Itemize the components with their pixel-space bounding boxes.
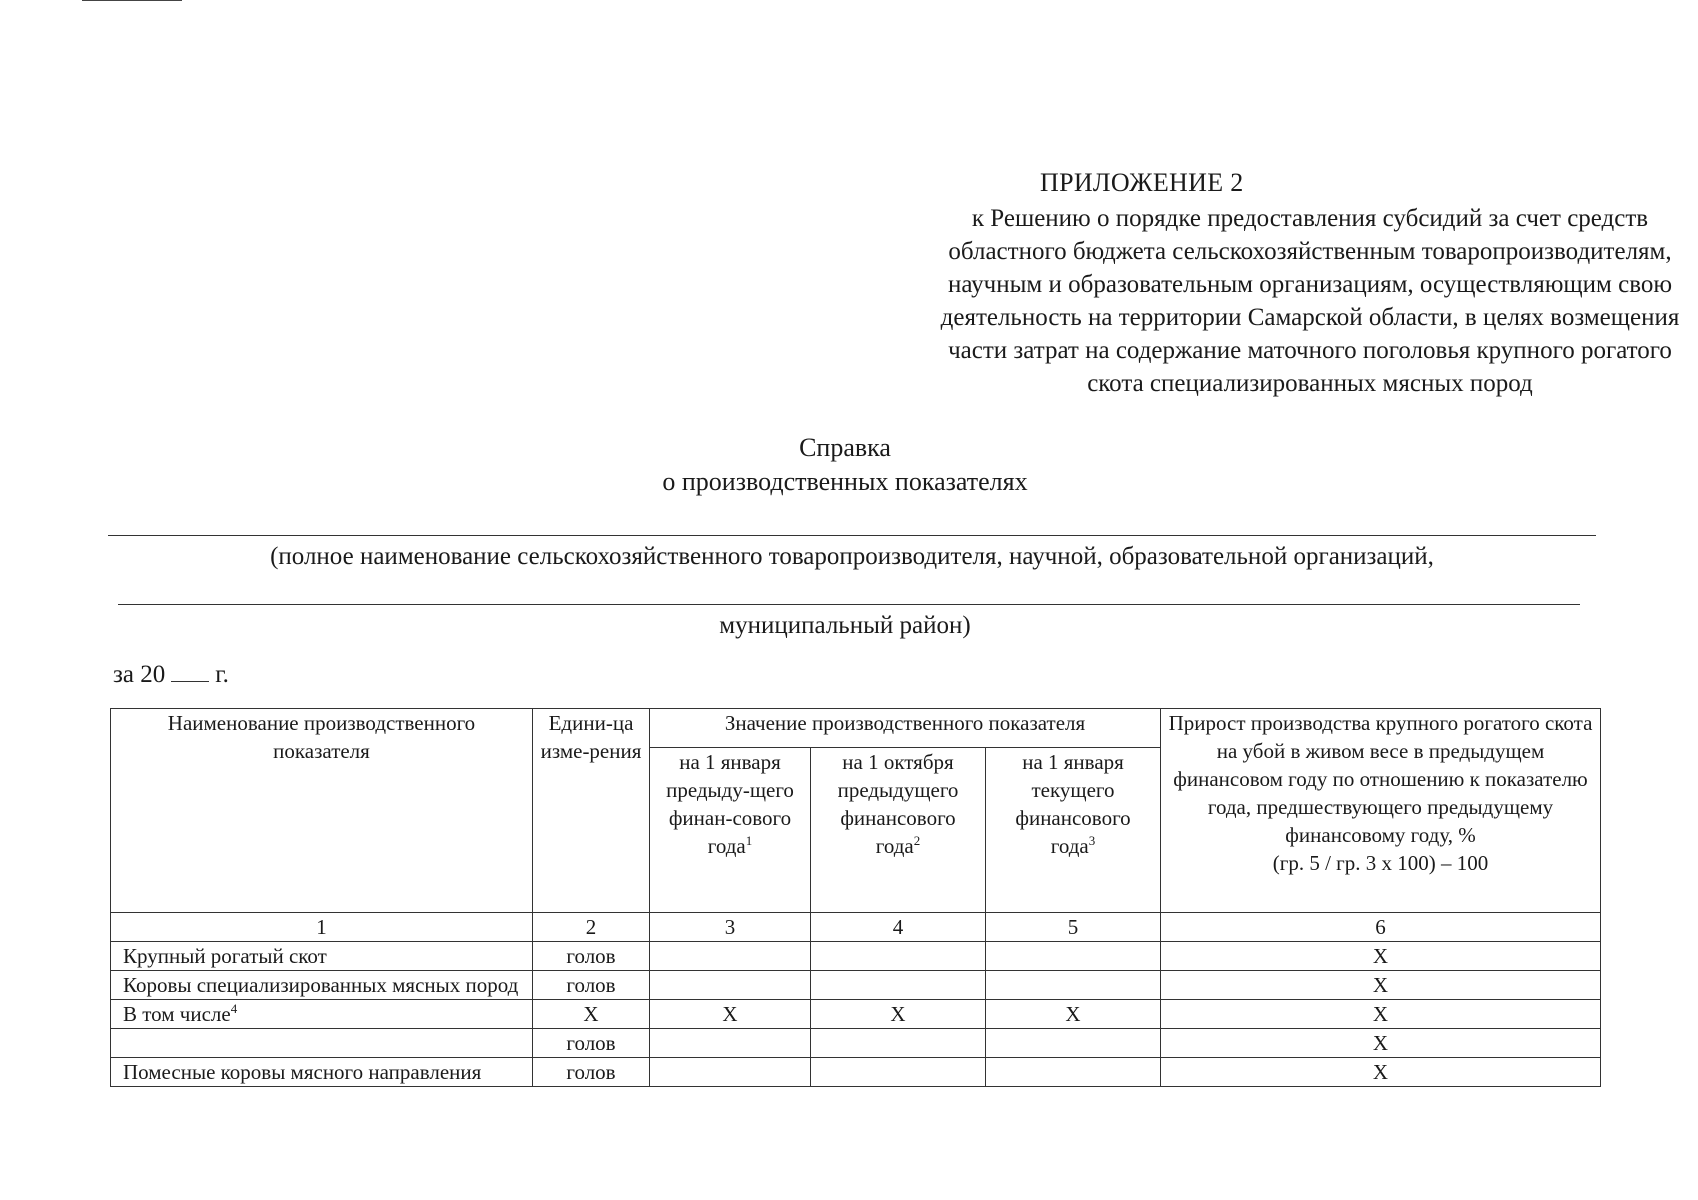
row-cell[interactable] [811, 942, 986, 971]
row-unit: голов [533, 1029, 650, 1058]
appendix-line: научным и образовательным организациям, осуществляющим свою [947, 271, 1673, 298]
table-row [111, 1000, 1601, 1029]
column-numbers-row [111, 913, 1601, 942]
row-cell[interactable] [811, 971, 986, 1000]
row-cell: Х [986, 1000, 1161, 1029]
header-unit: Едини-ца изме-рения [533, 709, 650, 913]
org-name-caption: (полное наименование сельскохозяйственного товаропроизводителя, научной, образовательной организаций, [270, 543, 1434, 570]
row-name: Помесные коровы мясного направления [111, 1058, 533, 1087]
appendix-description [700, 202, 1698, 400]
corner-mark [82, 0, 182, 1]
district-caption: муниципальный район) [719, 612, 971, 639]
header-name: Наименование производственного показателя [111, 709, 533, 913]
row-cell[interactable] [650, 1029, 811, 1058]
header-jan-prev: на 1 января предыду-щего финан-сового года$^1$ [650, 748, 811, 913]
row-name: Коровы специализированных мясных пород [111, 971, 533, 1000]
table-row [111, 971, 1601, 1000]
row-cell: Х [1161, 1000, 1601, 1029]
row-cell[interactable] [650, 942, 811, 971]
table-row [111, 942, 1601, 971]
row-unit: голов [533, 942, 650, 971]
row-unit: голов [533, 1058, 650, 1087]
row-cell[interactable] [650, 1058, 811, 1087]
period-prefix: за 20 [113, 661, 166, 688]
column-number: 5 [986, 913, 1161, 942]
org-name-line [108, 535, 1596, 536]
appendix-line: деятельность на территории Самарской области, в целях возмещения [940, 304, 1680, 331]
column-number: 6 [1161, 913, 1601, 942]
row-cell: Х [650, 1000, 811, 1029]
table-row [111, 1029, 1601, 1058]
header-value-group: Значение производственного показателя [650, 709, 1161, 748]
header-jan-cur: на 1 января текущего финансового года$^3$ [986, 748, 1161, 913]
appendix-line: скота специализированных мясных пород [1087, 370, 1533, 397]
header-row [111, 709, 1601, 748]
row-cell[interactable] [811, 1058, 986, 1087]
appendix-title: ПРИЛОЖЕНИЕ 2 [1040, 168, 1244, 197]
indicators-table [110, 708, 1601, 1087]
row-cell[interactable] [986, 942, 1161, 971]
row-name: В том числе$^4$ [111, 1000, 533, 1029]
row-cell: Х [1161, 1058, 1601, 1087]
reference-title: Справка [799, 433, 891, 462]
appendix-line: части затрат на содержание маточного поголовья крупного рогатого [948, 337, 1672, 364]
row-unit: голов [533, 971, 650, 1000]
row-name[interactable] [111, 1029, 533, 1058]
report-period [113, 661, 229, 689]
row-cell[interactable] [986, 971, 1161, 1000]
row-name: Крупный рогатый скот [111, 942, 533, 971]
period-suffix: г. [215, 661, 229, 688]
column-number: 1 [111, 913, 533, 942]
district-line [118, 604, 1580, 605]
row-cell[interactable] [986, 1029, 1161, 1058]
header-oct-prev: на 1 октября предыдущего финансового года$^2$ [811, 748, 986, 913]
row-cell: Х [811, 1000, 986, 1029]
row-cell[interactable] [650, 971, 811, 1000]
row-cell[interactable] [986, 1058, 1161, 1087]
table-row [111, 1058, 1601, 1087]
reference-subtitle: о производственных показателях [662, 467, 1028, 496]
appendix-line: областного бюджета сельскохозяйственным товаропроизводителям, [948, 238, 1672, 265]
row-unit: Х [533, 1000, 650, 1029]
row-cell[interactable] [811, 1029, 986, 1058]
column-number: 4 [811, 913, 986, 942]
column-number: 3 [650, 913, 811, 942]
row-cell: Х [1161, 971, 1601, 1000]
column-number: 2 [533, 913, 650, 942]
row-cell: Х [1161, 942, 1601, 971]
row-cell: Х [1161, 1029, 1601, 1058]
header-growth: Прирост производства крупного рогатого скота на убой в живом весе в предыдущем финансовом году по отношению к показателю года, предшествующего предыдущему финансовому году, % (гр. 5 / гр. 3 х 100) – 100 [1161, 709, 1601, 913]
year-blank [171, 661, 209, 682]
appendix-line: к Решению о порядке предоставления субсидий за счет средств [971, 205, 1649, 232]
